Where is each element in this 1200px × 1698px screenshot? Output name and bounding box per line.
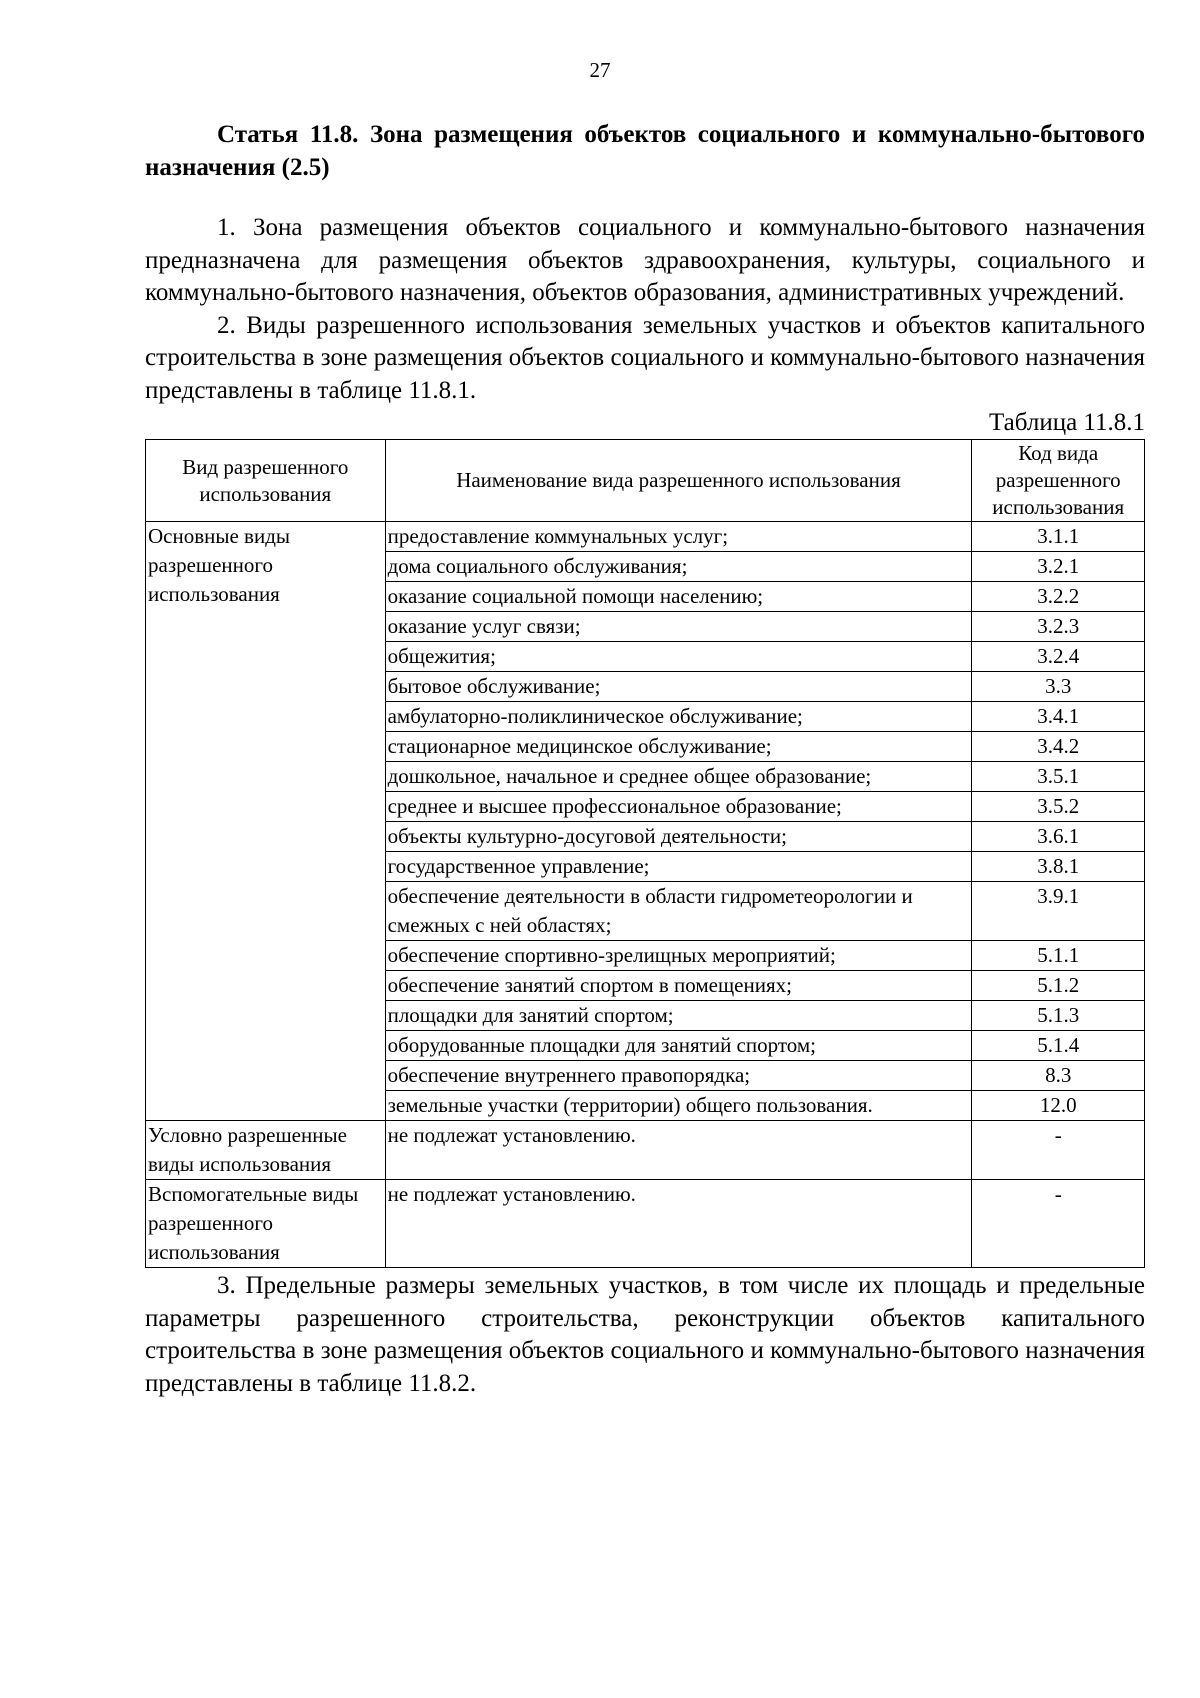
- use-code-cell: 3.2.3: [972, 612, 1145, 642]
- use-name-cell: государственное управление;: [385, 852, 972, 882]
- table-caption: Таблица 11.8.1: [989, 409, 1145, 436]
- use-code-cell: 3.8.1: [972, 852, 1145, 882]
- use-name-cell: оборудованные площадки для занятий спортом;: [385, 1031, 972, 1061]
- use-name-cell: обеспечение спортивно-зрелищных мероприятий;: [385, 941, 972, 971]
- use-name-cell: площадки для занятий спортом;: [385, 1001, 972, 1031]
- use-name-cell: амбулаторно-поликлиническое обслуживание;: [385, 702, 972, 732]
- use-name-cell: не подлежат установлению.: [385, 1121, 972, 1180]
- use-code-cell: 5.1.4: [972, 1031, 1145, 1061]
- use-code-cell: 5.1.2: [972, 971, 1145, 1001]
- header-use-name: Наименование вида разрешенного использования: [385, 440, 972, 522]
- page-number: 27: [589, 58, 611, 82]
- use-code-cell: 3.3: [972, 672, 1145, 702]
- use-code-cell: 3.1.1: [972, 522, 1145, 552]
- group-main: Основные виды разрешенного использования: [146, 522, 386, 1121]
- use-name-cell: оказание социальной помощи населению;: [385, 582, 972, 612]
- table-row: [146, 522, 1145, 552]
- use-code-cell: 3.5.1: [972, 762, 1145, 792]
- use-name-cell: бытовое обслуживание;: [385, 672, 972, 702]
- use-code-cell: 8.3: [972, 1061, 1145, 1091]
- table-header-row: [146, 440, 1145, 522]
- group-auxiliary: Вспомогательные виды разрешенного использования: [146, 1180, 386, 1268]
- table-body: [146, 522, 1145, 1268]
- use-name-cell: дома социального обслуживания;: [385, 552, 972, 582]
- use-code-cell: 3.2.2: [972, 582, 1145, 612]
- header-use-type: Вид разрешенного использования: [146, 440, 386, 522]
- use-name-cell: обеспечение занятий спортом в помещениях;: [385, 971, 972, 1001]
- use-name-cell: стационарное медицинское обслуживание;: [385, 732, 972, 762]
- header-use-code: Код вида разрешенного использования: [972, 440, 1145, 522]
- use-code-cell: 3.6.1: [972, 822, 1145, 852]
- paragraph-1: 1. Зона размещения объектов социального и коммунально-бытового назначения предназначена для размещения объектов здравоохранения, культуры, социального и коммунально-бытового назначения, объектов образования, административных учреждений.: [145, 214, 1145, 306]
- use-code-cell: 5.1.3: [972, 1001, 1145, 1031]
- use-code-cell: 12.0: [972, 1091, 1145, 1121]
- use-code-cell: 5.1.1: [972, 941, 1145, 971]
- use-code-cell: 3.4.1: [972, 702, 1145, 732]
- paragraph-3: 3. Предельные размеры земельных участков, в том числе их площадь и предельные параметры разрешенного строительства, реконструкции объектов капитального строительства в зоне размещения объектов социального и коммунально-бытового назначения представлены в таблице 11.8.2.: [145, 1272, 1145, 1397]
- page-content: [145, 118, 1145, 1400]
- use-name-cell: предоставление коммунальных услуг;: [385, 522, 972, 552]
- table-row: [146, 1121, 1145, 1180]
- use-name-cell: объекты культурно-досуговой деятельности;: [385, 822, 972, 852]
- use-code-cell: -: [972, 1121, 1145, 1180]
- use-name-cell: земельные участки (территории) общего пользования.: [385, 1091, 972, 1121]
- table-row: [146, 1180, 1145, 1268]
- use-code-cell: 3.2.1: [972, 552, 1145, 582]
- use-name-cell: не подлежат установлению.: [385, 1180, 972, 1268]
- use-code-cell: 3.2.4: [972, 642, 1145, 672]
- article-title: Статья 11.8. Зона размещения объектов социального и коммунально-бытового назначения (2.5): [145, 121, 1145, 181]
- group-conditional: Условно разрешенные виды использования: [146, 1121, 386, 1180]
- use-name-cell: общежития;: [385, 642, 972, 672]
- use-name-cell: среднее и высшее профессиональное образование;: [385, 792, 972, 822]
- paragraph-2: 2. Виды разрешенного использования земельных участков и объектов капитального строительства в зоне размещения объектов социального и коммунально-бытового назначения представлены в таблице 11.8.1.: [145, 311, 1145, 404]
- use-name-cell: обеспечение внутреннего правопорядка;: [385, 1061, 972, 1091]
- permitted-use-table: [145, 439, 1145, 1268]
- use-code-cell: 3.4.2: [972, 732, 1145, 762]
- use-name-cell: оказание услуг связи;: [385, 612, 972, 642]
- use-code-cell: -: [972, 1180, 1145, 1268]
- use-name-cell: дошкольное, начальное и среднее общее образование;: [385, 762, 972, 792]
- use-code-cell: 3.9.1: [972, 882, 1145, 941]
- use-name-cell: обеспечение деятельности в области гидрометеорологии и смежных с ней областях;: [385, 882, 972, 941]
- use-code-cell: 3.5.2: [972, 792, 1145, 822]
